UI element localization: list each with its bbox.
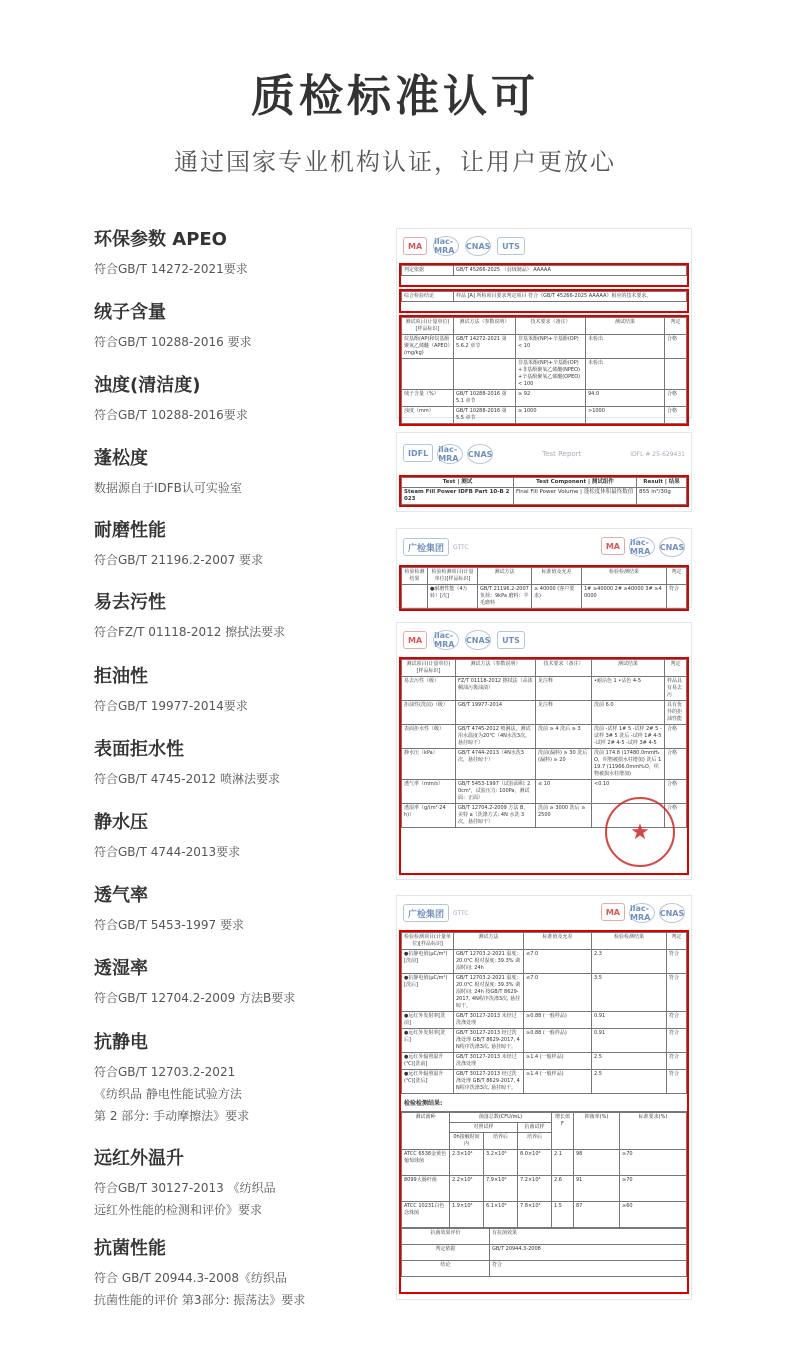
item-desc: 符合GB/T 4744-2013要求: [94, 845, 241, 859]
item-hydrostatic: [94, 811, 384, 863]
official-seal-icon: ★: [605, 797, 675, 867]
item-name: 绒子含量: [94, 302, 166, 323]
cell: 结论: [402, 1261, 490, 1277]
table-row: [402, 725, 687, 749]
item-desc: [94, 1267, 384, 1311]
cell: 洗前 174.8 (17480.0mmH₂O，织物被损水柱增加) 洗后 119.7 (11966.0mmH₂O，织物被损水柱增加): [592, 749, 665, 780]
item-desc-line: 抗菌性能的评价 第3部分: 振荡法》要求: [94, 1293, 306, 1307]
cell: ≥70: [620, 1150, 687, 1176]
cell: GB/T 5453-1997（试验面积: 20cm²，试验压力: 100Pa，测试面：正面）: [456, 780, 536, 804]
cell: 见注释: [536, 677, 592, 701]
cell: 91: [574, 1176, 620, 1202]
table-row: [402, 1029, 687, 1053]
table-row: [402, 701, 687, 725]
report-logos: [397, 529, 691, 565]
cell: 未检出: [586, 335, 665, 359]
header-cell: 标准要求(%): [620, 1113, 687, 1150]
cell: 洗前 6.0: [592, 701, 665, 725]
header-cell: 判定: [667, 568, 687, 585]
cell: 合格: [665, 407, 687, 424]
item-name: 远红外温升: [94, 1148, 184, 1169]
item-desc: 符合GB/T 12704.2-2009 方法B要求: [94, 991, 296, 1005]
item-desc: 数据源自于IDFB认可实验室: [94, 481, 242, 495]
item-name: 耐磨性能: [94, 520, 166, 541]
report-card-functional: [396, 895, 692, 1300]
report-logos: [397, 896, 691, 930]
cell: 符合: [667, 1070, 687, 1094]
cell: 样品具有易去污: [665, 677, 687, 701]
header-cell: 测试菌种: [402, 1113, 450, 1150]
report-card-fill-power: [396, 432, 692, 512]
cell: 2.5: [592, 1053, 667, 1070]
cell: GB/T 20944.3-2008: [490, 1245, 687, 1261]
cell: GB/T 14272-2021 第 5.6.2 章节: [454, 335, 516, 359]
cell: GB/T 12703.2-2021 温度: 20.0℃ 相对湿度: 39.3% 调湿时间: 24h: [454, 950, 524, 974]
cell: 样品 [A] 所检项目要求判定项目 符合《GB/T 45266-2025 AAAAA》相应的技术要求。: [454, 292, 687, 302]
cell: GB/T 10288-2016 第 5.5 章节: [454, 407, 516, 424]
header-cell: Result | 结果: [637, 478, 687, 488]
cell: ≥ 92: [516, 390, 586, 407]
header-cell: 0h接触时间内: [450, 1133, 484, 1150]
gttc-brand-en: GTTC: [453, 909, 469, 917]
item-name: 表面拒水性: [94, 739, 184, 760]
cell: 1.5: [552, 1202, 574, 1228]
gttc-logo-icon: 广检集团: [403, 904, 449, 922]
item-desc: 符合FZ/T 01118-2012 擦拭法要求: [94, 625, 286, 639]
header-cell: 测试结果: [592, 660, 665, 677]
cell: 1# ≥40000 2# ≥40000 3# ≥40000: [582, 585, 667, 609]
report-logos: [397, 229, 691, 263]
cell: GB/T 4744-2013（4N水洗3次，悬挂晾干）: [456, 749, 536, 780]
header-cell: Test | 测试: [402, 478, 514, 488]
cell: 抗菌效果评价: [402, 1229, 490, 1245]
uts-logo-icon: UTS: [497, 237, 525, 255]
page-title: 质检标准认可: [251, 71, 539, 122]
cell: 浊度（mm）: [402, 407, 454, 424]
cell: Final Fill Power Volume | 蓬松度体积最终数值: [514, 488, 637, 505]
item-apeo: [94, 228, 384, 280]
cell: >1000: [586, 407, 665, 424]
report-highlight: [399, 263, 689, 287]
cell: 8.0×10⁴: [518, 1150, 552, 1176]
cell: 透气率（mm/s）: [402, 780, 456, 804]
cell: 855 in³/30g: [637, 488, 687, 505]
cell: 表面拒水性（级）: [402, 725, 456, 749]
cell: ●远红外发射率[洗后]: [402, 1029, 454, 1053]
cell: 符合: [667, 1012, 687, 1029]
header-cell: 菌落总数(CFU/mL): [450, 1113, 552, 1123]
cell: 94.0: [586, 390, 665, 407]
item-desc: [94, 1177, 384, 1221]
cell: 洗前 -试样 1# 5 -试样 2# 5 -试样 3# 5 洗后 -试样 1# 4-5 -试样 2# 4-5 -试样 3# 4-5: [592, 725, 665, 749]
item-desc: 符合GB/T 4745-2012 喷淋法要求: [94, 772, 280, 786]
header-cell: 测试方法: [478, 568, 532, 585]
table-row: [402, 1012, 687, 1029]
cell: 合格: [665, 780, 687, 804]
table-row: [402, 407, 687, 424]
item-moisture-permeability: [94, 957, 384, 1009]
cell: [402, 585, 428, 609]
cell: ≤7.0: [524, 950, 592, 974]
report-highlight: [399, 289, 689, 313]
report-highlight: [399, 565, 689, 611]
cell: 2.6: [552, 1176, 574, 1202]
cell: 符合: [667, 974, 687, 1012]
item-abrasion: [94, 519, 384, 571]
item-name: 抗菌性能: [94, 1238, 166, 1259]
cell: 绒子含量（%）: [402, 390, 454, 407]
header-cell: 判定: [667, 933, 687, 950]
cell: 拒油性(洗前)（级）: [402, 701, 456, 725]
item-name: 浊度(清洁度): [94, 375, 201, 396]
item-air-permeability: [94, 884, 384, 936]
item-down-cluster: [94, 301, 384, 353]
item-name: 易去污性: [94, 592, 166, 613]
item-far-infrared: [94, 1147, 384, 1221]
table-row: [402, 749, 687, 780]
item-name: 静水压: [94, 812, 148, 833]
cell: 3.2×10⁶: [484, 1150, 518, 1176]
table-row: [402, 1202, 687, 1228]
cell: 合格: [665, 749, 687, 780]
cell: 3.5: [592, 974, 667, 1012]
cell: [454, 359, 516, 390]
cell: 98: [574, 1150, 620, 1176]
ilac-logo-icon: ilac-MRA: [629, 537, 655, 557]
header-cell: 判定: [665, 318, 687, 335]
cell: ●远红外辐照温升(℃)[洗后]: [402, 1070, 454, 1094]
cell: ●抗静电值(μC/m²)[洗后]: [402, 974, 454, 1012]
cell: ≥60: [620, 1202, 687, 1228]
table-row: [402, 390, 687, 407]
cell: 6.1×10⁶: [484, 1202, 518, 1228]
header-cell: 测试方法（参数说明）: [454, 318, 516, 335]
header-cell: 测试结果: [586, 318, 665, 335]
cell: 符合: [667, 950, 687, 974]
cell: ≥70: [620, 1176, 687, 1202]
item-name: 透湿率: [94, 958, 148, 979]
header-cell: 测试项目(计量单位)[样品标识]: [402, 660, 456, 677]
cell: GB/T 4745-2012 喷淋法，测试用水温度为20℃（4N水洗3次，悬挂晾干）: [456, 725, 536, 749]
cell: ≥ 40000 (客户要求): [532, 585, 582, 609]
cell: 烷基酚(AP)和烷基酚聚氧乙烯醚（APEO）(mg/kg): [402, 335, 454, 359]
cell: FZ/T 01118-2012 擦拭法（高浓稠油污酱油渍）: [456, 677, 536, 701]
table-row: [402, 950, 687, 974]
header-cell: 技术要求（备注）: [516, 318, 586, 335]
report-number: IDFL # 25-629431: [630, 450, 685, 458]
cell: 2.2×10⁴: [450, 1176, 484, 1202]
table-row: [402, 1053, 687, 1070]
cell: ≥ 1000: [516, 407, 586, 424]
cell: 符合: [667, 585, 687, 609]
ilac-logo-icon: ilac-MRA: [433, 630, 459, 650]
cell: ATCC 6538金黄色葡萄球菌: [402, 1150, 450, 1176]
cell: GB/T 30127-2013 经过洗涤处理 GB/T 8629-2017, 4N程序洗涤3次, 悬挂晾干。: [454, 1029, 524, 1053]
cell: [402, 359, 454, 390]
table-row: [402, 974, 687, 1012]
header-cell: 检验检测项目(计量单位)[样品标识]: [428, 568, 478, 585]
item-name: 蓬松度: [94, 448, 148, 469]
report-card-performance: [396, 622, 692, 880]
item-antistatic: [94, 1031, 384, 1127]
item-water-repellency: [94, 738, 384, 790]
cma-logo-icon: MA: [601, 537, 625, 555]
cell: 非基苯酚(NP)+辛基酚(OP)+非基酚聚氧乙烯醚(NPEO)+辛基酚聚氧乙烯醚(OPEO) < 100: [516, 359, 586, 390]
cell: 具有优异的拒油性能: [665, 701, 687, 725]
cell: 2.3: [592, 950, 667, 974]
header-cell: 测试方法（参数说明）: [456, 660, 536, 677]
table-row: [402, 585, 687, 609]
cma-logo-icon: MA: [403, 631, 427, 649]
report-highlight: [399, 657, 689, 875]
cma-logo-icon: MA: [601, 903, 625, 921]
cell: ●远红外发射率[洗前]: [402, 1012, 454, 1029]
cell: 易去污性（级）: [402, 677, 456, 701]
page-subtitle: 通过国家专业机构认证，让用户更放心: [174, 148, 616, 176]
header-cell: 抑菌率(%): [574, 1113, 620, 1150]
cnas-logo-icon: CNAS: [467, 444, 493, 464]
ilac-logo-icon: ilac-MRA: [437, 444, 463, 464]
cell: 2.1: [552, 1150, 574, 1176]
cell: 判定依据: [402, 1245, 490, 1261]
cell: ≥0.88 (一般样品): [524, 1029, 592, 1053]
header-cell: 培养后: [484, 1133, 518, 1150]
cell: GB/T 19977-2014: [456, 701, 536, 725]
item-desc-line: 符合GB/T 12703.2-2021: [94, 1065, 236, 1079]
cell: 符合: [490, 1261, 687, 1277]
item-turbidity: [94, 374, 384, 426]
report-highlight: [399, 930, 689, 1294]
cell: <0.10: [592, 780, 665, 804]
header-cell: 技术要求（备注）: [536, 660, 592, 677]
cell: 0.91: [592, 1029, 667, 1053]
header-cell: 检验检测项目(计量单位)[样品标识]: [402, 933, 454, 950]
item-desc: 符合GB/T 10288-2016要求: [94, 408, 248, 422]
item-desc-line: 远红外性能的检测和评价》要求: [94, 1203, 263, 1217]
ilac-logo-icon: ilac-MRA: [433, 236, 459, 256]
item-fill-power: [94, 447, 384, 499]
header-cell: 判定: [665, 660, 687, 677]
report-logos: [397, 433, 691, 475]
cell: 7.8×10⁴: [518, 1202, 552, 1228]
cell: 0.91: [592, 1012, 667, 1029]
cell: ATCC 10231白色念珠菌: [402, 1202, 450, 1228]
header-cell: 培养后: [518, 1133, 552, 1150]
item-name: 透气率: [94, 885, 148, 906]
cell: [665, 359, 687, 390]
header-cell: 测试方法: [454, 933, 524, 950]
header-cell: 抗菌试样: [518, 1123, 552, 1133]
cell: •耐沾色 1 •沾色 4-5: [592, 677, 665, 701]
cell: 洗前 ≥ 3000 洗后 ≥ 2500: [536, 804, 592, 828]
cell: ≥1.4 (一般样品): [524, 1053, 592, 1070]
cnas-logo-icon: CNAS: [659, 903, 685, 923]
item-desc: 符合GB/T 14272-2021要求: [94, 262, 248, 276]
item-desc: 符合GB/T 21196.2-2007 要求: [94, 553, 264, 567]
cell: 洗前 ≥ 4 洗后 ≥ 3: [536, 725, 592, 749]
report-card-apeo: [396, 228, 692, 421]
table-row: [402, 1150, 687, 1176]
report-logos: [397, 623, 691, 657]
cell: 综合检验结论: [402, 292, 454, 302]
item-desc: [94, 1061, 384, 1127]
cell: GB/T 21196.2-2007 负荷：9kPa 磨料：羊毛磨料: [478, 585, 532, 609]
cma-logo-icon: MA: [403, 237, 427, 255]
report-title: Test Report: [542, 450, 582, 458]
cell: 1.9×10⁴: [450, 1202, 484, 1228]
table-row: [402, 1245, 687, 1261]
cell: 符合: [667, 1029, 687, 1053]
cell: 2.3×10⁴: [450, 1150, 484, 1176]
header-cell: 增长值F: [552, 1113, 574, 1150]
cell: 87: [574, 1202, 620, 1228]
table-row: [402, 1229, 687, 1245]
table-row: [402, 335, 687, 359]
cell: ●远红外辐照温升(℃)[洗前]: [402, 1053, 454, 1070]
cell: 7.9×10⁶: [484, 1176, 518, 1202]
cell: ≤ 10: [536, 780, 592, 804]
cell: GB/T 30127-2013 未经过洗涤处理: [454, 1012, 524, 1029]
cell: 合格: [665, 390, 687, 407]
header-cell: 测试项目(计量单位)[样品标识]: [402, 318, 454, 335]
cell: ≥1.4 (一般样品): [524, 1070, 592, 1094]
cnas-logo-icon: CNAS: [465, 236, 491, 256]
cell: ≥0.88 (一般样品): [524, 1012, 592, 1029]
table-row: [402, 1176, 687, 1202]
cell: 2.5: [592, 1070, 667, 1094]
cell: 7.2×10⁴: [518, 1176, 552, 1202]
cell: GB/T 12704.2-2009 方法 B，美特 a（洗涤方式: 4N 水洗 3 次，悬挂晾干）: [456, 804, 536, 828]
report-highlight: [399, 315, 689, 426]
cell: 有抗菌效果: [490, 1229, 687, 1245]
cell: 洗前(漏料) ≥ 30 洗后(漏料) ≥ 20: [536, 749, 592, 780]
header-cell: Test Component | 测试组件: [514, 478, 637, 488]
item-desc: 符合GB/T 19977-2014要求: [94, 699, 248, 713]
ilac-logo-icon: ilac-MRA: [629, 903, 655, 923]
gttc-logo-icon: 广检集团: [403, 538, 449, 556]
item-desc-line: 符合 GB/T 20944.3-2008《纺织品: [94, 1271, 288, 1285]
item-antibacterial: [94, 1237, 384, 1311]
header-cell: 检验检测结果: [592, 933, 667, 950]
item-name: 拒油性: [94, 666, 148, 687]
report-highlight: [399, 475, 689, 507]
cell: GB/T 10288-2016 第 5.1 章节: [454, 390, 516, 407]
cell: GB/T 12703.2-2021 温度: 20.0℃ 相对湿度: 39.3% 调湿时间: 24h 按GB/T 8629-2017, 4N程序洗涤3次, 悬挂晾干。: [454, 974, 524, 1012]
table-row: [402, 677, 687, 701]
table-row: [402, 1070, 687, 1094]
cell: ●抗静电值(μC/m²)[洗前]: [402, 950, 454, 974]
cell: 静水压（kPa）: [402, 749, 456, 780]
cell: GB/T 45266-2025 （羽绒制品） AAAAA: [454, 266, 687, 276]
header-cell: 检验检测结果: [582, 568, 667, 585]
item-desc-line: 《纺织品 静电性能试验方法: [94, 1087, 242, 1101]
table-row: [402, 1261, 687, 1277]
cell: 透湿率（g/(m²·24h)）: [402, 804, 456, 828]
cell: 合格: [665, 335, 687, 359]
item-desc: 符合GB/T 10288-2016 要求: [94, 335, 252, 349]
cnas-logo-icon: CNAS: [659, 537, 685, 557]
cell: 合格: [665, 804, 687, 828]
cell: Steam Fill Power IDFB Part 10-B 2023: [402, 488, 514, 505]
cell: 见注释: [536, 701, 592, 725]
idfl-logo-icon: IDFL: [403, 444, 433, 462]
header-cell: 检验检测结果: [402, 568, 428, 585]
cell: 未检出: [586, 359, 665, 390]
item-stain-release: [94, 591, 384, 643]
report-card-abrasion: [396, 528, 692, 608]
header-cell: 标准值及允差: [524, 933, 592, 950]
uts-logo-icon: UTS: [497, 631, 525, 649]
table-row: [402, 488, 687, 505]
cell: ●耐磨性能（4万转）[次]: [428, 585, 478, 609]
item-desc: 符合GB/T 5453-1997 要求: [94, 918, 244, 932]
cnas-logo-icon: CNAS: [465, 630, 491, 650]
item-desc-line: 第 2 部分: 手动摩擦法》要求: [94, 1109, 250, 1123]
cell: 8099大肠杆菌: [402, 1176, 450, 1202]
item-oil-repellency: [94, 665, 384, 717]
table-row: [402, 359, 687, 390]
cell: GB/T 30127-2013 经过洗涤处理 GB/T 8629-2017, 4N程序洗涤3次, 悬挂晾干。: [454, 1070, 524, 1094]
cell: 符合: [667, 1053, 687, 1070]
item-name: 抗静电: [94, 1032, 148, 1053]
gttc-brand-en: GTTC: [453, 543, 469, 551]
cell: 非基苯酚(NP)+辛基酚(OP) < 10: [516, 335, 586, 359]
header-cell: 对照试样: [450, 1123, 518, 1133]
cell: GB/T 30127-2013 未经过洗涤处理: [454, 1053, 524, 1070]
item-name: 环保参数 APEO: [94, 229, 227, 250]
cell: 判定依据: [402, 266, 454, 276]
cell: ≤7.0: [524, 974, 592, 1012]
item-desc-line: 符合GB/T 30127-2013 《纺织品: [94, 1181, 276, 1195]
section-heading: 检验检测结果:: [401, 1094, 687, 1112]
header-cell: 标准值及允差: [532, 568, 582, 585]
cell: 合格: [665, 725, 687, 749]
